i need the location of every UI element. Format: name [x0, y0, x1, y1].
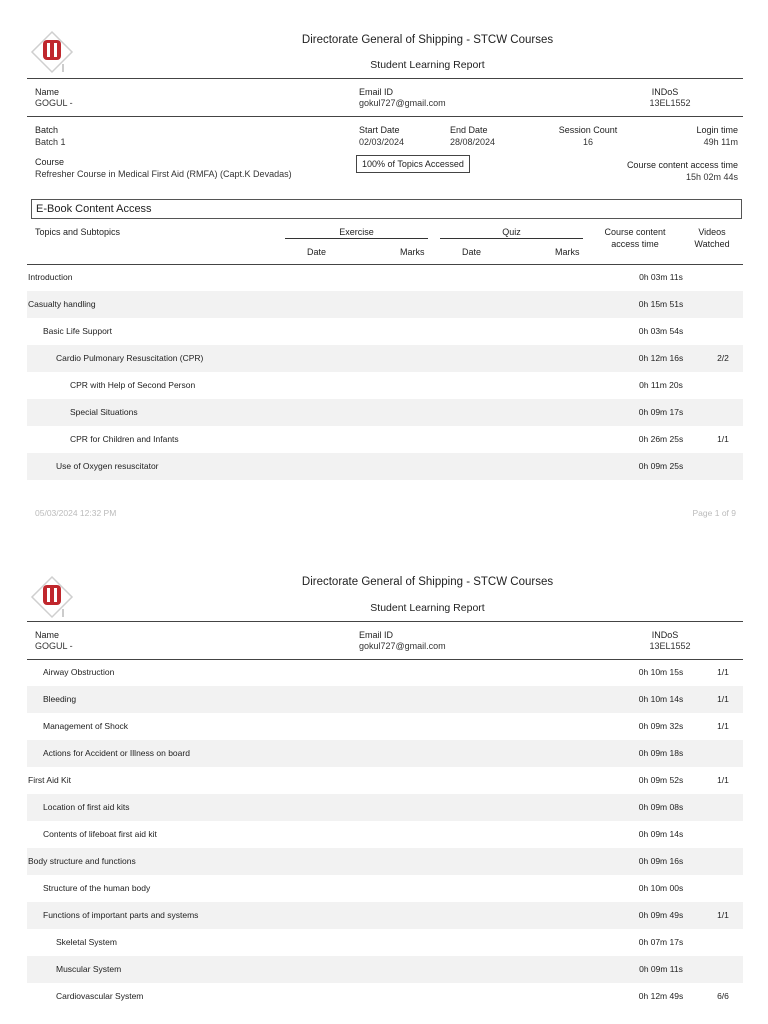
divider	[27, 78, 743, 79]
topic-name: Structure of the human body	[43, 883, 151, 893]
access-time: 0h 09m 52s	[638, 775, 684, 785]
topic-name: Functions of important parts and systems	[43, 910, 199, 920]
col-access-time-1: Course content	[604, 227, 666, 237]
student-name: GOGUL -	[35, 98, 73, 108]
topics-accessed-badge: 100% of Topics Accessed	[356, 155, 470, 173]
batch-value: Batch 1	[35, 137, 66, 147]
report-page-2	[0, 545, 768, 1024]
access-time: 0h 12m 49s	[638, 991, 684, 1001]
end-date-label: End Date	[450, 125, 488, 135]
table-row	[27, 794, 743, 821]
email-label: Email ID	[359, 87, 394, 97]
report-subtitle: Student Learning Report	[370, 59, 485, 71]
course-name: Refresher Course in Medical First Aid (RMFA) (Capt.K Devadas)	[35, 169, 292, 179]
table-row	[27, 875, 743, 902]
course-label: Course	[35, 157, 65, 167]
access-time: 0h 10m 15s	[638, 667, 684, 677]
section-title: E-Book Content Access	[31, 199, 742, 219]
start-date: 02/03/2024	[359, 137, 405, 147]
videos-watched: 1/1	[717, 721, 729, 731]
access-time: 0h 09m 17s	[638, 407, 684, 417]
report-title: Directorate General of Shipping - STCW Courses	[301, 34, 554, 46]
col-videos-2: Watched	[694, 239, 730, 249]
col-topics: Topics and Subtopics	[35, 227, 121, 237]
videos-watched: 1/1	[717, 667, 729, 677]
end-date: 28/08/2024	[450, 137, 496, 147]
videos-watched: 1/1	[717, 775, 729, 785]
topic-name: Use of Oxygen resuscitator	[56, 461, 159, 471]
videos-watched: 6/6	[717, 991, 729, 1001]
report-subtitle: Student Learning Report	[370, 602, 485, 614]
col-quiz: Quiz	[502, 227, 521, 237]
topic-name: Basic Life Support	[43, 326, 112, 336]
topic-name: First Aid Kit	[28, 775, 71, 785]
session-count: 16	[582, 137, 593, 147]
topic-name: Skeletal System	[56, 937, 117, 947]
footer-timestamp: 05/03/2024 12:32 PM	[35, 508, 117, 518]
table-row	[27, 659, 743, 686]
table-row	[27, 767, 743, 794]
student-name: GOGUL -	[35, 641, 73, 651]
topic-name: Casualty handling	[28, 299, 96, 309]
table-row	[27, 318, 743, 345]
access-time: 0h 12m 16s	[638, 353, 684, 363]
table-row	[27, 372, 743, 399]
table-row	[27, 713, 743, 740]
access-time: 0h 09m 14s	[638, 829, 684, 839]
table-row	[27, 686, 743, 713]
table-row	[27, 902, 743, 929]
table-row	[27, 821, 743, 848]
access-time-label: Course content access time	[626, 160, 738, 170]
videos-watched: 1/1	[717, 434, 729, 444]
table-row	[27, 399, 743, 426]
student-email: gokul727@gmail.com	[359, 98, 446, 108]
access-time: 0h 26m 25s	[638, 434, 684, 444]
table-row	[27, 956, 743, 983]
topic-name: Introduction	[28, 272, 73, 282]
access-time: 0h 07m 17s	[638, 937, 684, 947]
access-time: 0h 09m 11s	[639, 964, 683, 974]
table-row	[27, 929, 743, 956]
table-row	[27, 264, 743, 291]
email-label: Email ID	[359, 630, 394, 640]
topic-name: Muscular System	[56, 964, 122, 974]
access-time: 0h 09m 25s	[638, 461, 684, 471]
topic-name: Management of Shock	[43, 721, 129, 731]
access-time: 0h 09m 16s	[638, 856, 684, 866]
name-label: Name	[35, 630, 60, 640]
indos-number: 13EL1552	[649, 641, 691, 651]
videos-watched: 1/1	[717, 694, 729, 704]
access-time: 0h 10m 00s	[638, 883, 684, 893]
col-access-time-2: access time	[611, 239, 659, 249]
quiz-underline	[440, 238, 583, 239]
login-time-label: Login time	[696, 125, 738, 135]
topic-name: Cardiovascular System	[56, 991, 144, 1001]
videos-watched: 1/1	[717, 910, 729, 920]
indos-label: INDoS	[651, 87, 679, 97]
access-time: 0h 03m 11s	[639, 272, 683, 282]
topic-name: Airway Obstruction	[43, 667, 115, 677]
topic-name: CPR for Children and Infants	[70, 434, 179, 444]
access-time: 15h 02m 44s	[685, 172, 738, 182]
videos-watched: 2/2	[717, 353, 729, 363]
access-time: 0h 10m 14s	[638, 694, 684, 704]
table-row	[27, 740, 743, 767]
access-time: 0h 15m 51s	[638, 299, 684, 309]
col-quiz-marks: Marks	[555, 247, 580, 257]
table-row	[27, 983, 743, 1010]
table-row	[27, 291, 743, 318]
access-time: 0h 09m 32s	[638, 721, 684, 731]
access-time: 0h 09m 08s	[638, 802, 684, 812]
batch-label: Batch	[35, 125, 59, 135]
topic-name: Bleeding	[43, 694, 77, 704]
access-time: 0h 03m 54s	[638, 326, 684, 336]
exercise-underline	[285, 238, 428, 239]
report-title: Directorate General of Shipping - STCW Courses	[301, 576, 554, 588]
topic-name: Cardio Pulmonary Resuscitation (CPR)	[56, 353, 204, 363]
footer-page-number: Page 1 of 9	[692, 508, 736, 518]
access-time: 0h 09m 18s	[638, 748, 684, 758]
topic-name: Actions for Accident or Illness on board	[43, 748, 190, 758]
topic-name: Contents of lifeboat first aid kit	[43, 829, 157, 839]
access-time: 0h 09m 49s	[638, 910, 684, 920]
indos-label: INDoS	[651, 630, 679, 640]
col-exercise-date: Date	[307, 247, 327, 257]
table-row	[27, 453, 743, 480]
topic-name: Special Situations	[70, 407, 138, 417]
col-quiz-date: Date	[462, 247, 482, 257]
col-exercise: Exercise	[339, 227, 374, 237]
access-time: 0h 11m 20s	[639, 380, 683, 390]
table-row	[27, 345, 743, 372]
session-count-label: Session Count	[558, 125, 618, 135]
divider	[27, 116, 743, 117]
login-time: 49h 11m	[703, 137, 738, 147]
divider	[27, 621, 743, 622]
table-row	[27, 426, 743, 453]
indos-number: 13EL1552	[649, 98, 691, 108]
table-row	[27, 848, 743, 875]
topic-name: CPR with Help of Second Person	[70, 380, 196, 390]
name-label: Name	[35, 87, 60, 97]
student-email: gokul727@gmail.com	[359, 641, 446, 651]
topic-name: Location of first aid kits	[43, 802, 130, 812]
topic-name: Body structure and functions	[28, 856, 136, 866]
col-videos-1: Videos	[698, 227, 726, 237]
start-date-label: Start Date	[359, 125, 400, 135]
col-exercise-marks: Marks	[400, 247, 425, 257]
